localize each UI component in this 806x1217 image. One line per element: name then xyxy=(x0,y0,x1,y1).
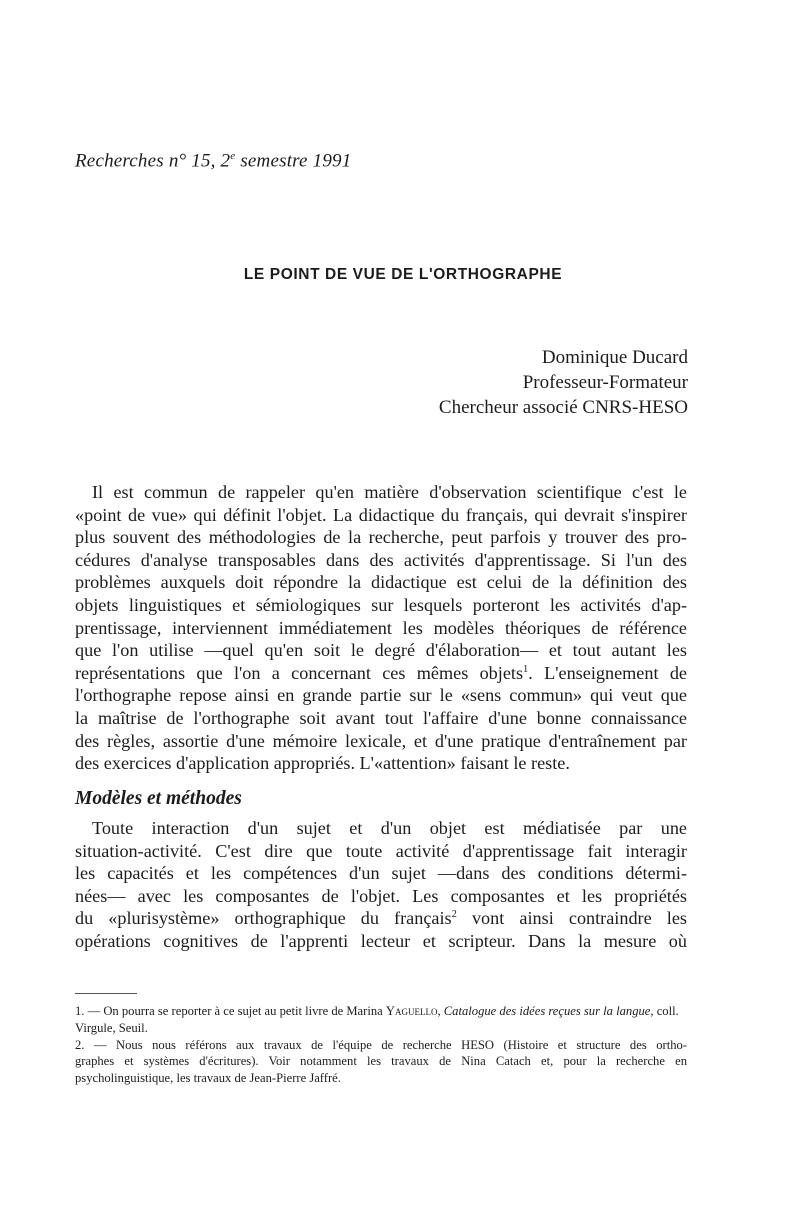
footnote-ref-2[interactable]: 2 xyxy=(451,909,457,921)
footnote-1-publisher: , coll. Virgule, Seuil. xyxy=(75,1004,679,1035)
text-line: Toute interaction d'un sujet et d'un objet est médiatisée par une xyxy=(92,818,687,838)
footnote-1-author: Yaguello xyxy=(385,1004,438,1018)
footnote-divider xyxy=(75,993,137,994)
journal-superscript: e xyxy=(230,150,236,162)
text-fragment: . L'enseignement de xyxy=(528,662,687,683)
footnotes xyxy=(75,1003,687,1087)
text-line: situation-activité. C'est dire que toute activité d'apprentissage fait interagir xyxy=(75,840,687,861)
article-title: LE POINT DE VUE DE L'ORTHOGRAPHE xyxy=(243,266,563,283)
text-line: problèmes auxquels doit répondre la didactique est celui de la définition des xyxy=(75,572,687,593)
text-line: «point de vue» qui définit l'objet. La didactique du français, qui devrait s'inspirer xyxy=(75,504,687,525)
text-fragment: du «plurisystème» orthographique du français xyxy=(75,908,452,929)
footnote-2 xyxy=(75,1037,687,1087)
text-line: l'orthographe repose ainsi en grande partie sur le «sens commun» qui veut que xyxy=(75,685,687,706)
text-line: opérations cognitives de l'apprenti lecteur et scripteur. Dans la mesure où xyxy=(75,930,687,951)
text-line: des règles, assortie d'une mémoire lexicale, et d'une pratique d'entraînement par xyxy=(75,730,687,751)
footnote-1-book-title: Catalogue des idées reçues sur la langue xyxy=(443,1004,651,1018)
text-fragment: représentations que l'on a concernant ces mêmes objets xyxy=(75,662,524,683)
footnote-2-line: psycholinguistique, les travaux de Jean-Pierre Jaffré. xyxy=(75,1071,341,1086)
text-line-with-footnote xyxy=(75,662,687,685)
text-line: la maîtrise de l'orthographe soit avant tout l'affaire d'une bonne connaissance xyxy=(75,707,687,728)
footnote-1-comma: , xyxy=(437,1004,444,1018)
paragraph-models xyxy=(75,817,687,953)
text-line: des exercices d'application appropriés. L'«attention» faisant le reste. xyxy=(75,753,570,774)
author-affiliation: Chercheur associé CNRS-HESO xyxy=(438,397,688,418)
journal-semester: semestre 1991 xyxy=(240,150,352,172)
text-line: nées— avec les composantes de l'objet. Les composantes et les propriétés xyxy=(75,885,687,906)
text-line-with-footnote xyxy=(75,907,687,930)
text-line: Il est commun de rappeler qu'en matière d'observation scientifique c'est le xyxy=(92,482,687,502)
text-line: prentissage, interviennent immédiatement les modèles théoriques de référence xyxy=(75,617,687,638)
journal-number: n° 15, 2 xyxy=(168,150,231,172)
text-line: que l'on utilise —quel qu'en soit le degré d'élaboration— et tout autant les xyxy=(75,640,687,661)
section-heading: Modèles et méthodes xyxy=(75,788,242,809)
text-line: plus souvent des méthodologies de la recherche, peut parfois y trouver des pro- xyxy=(75,527,687,548)
text-line: les capacités et les compétences d'un sujet —dans des conditions détermi- xyxy=(75,863,687,884)
author-name: Dominique Ducard xyxy=(541,347,688,368)
journal-name: Recherches xyxy=(75,150,164,172)
text-line: objets linguistiques et sémiologiques sur lesquels porteront les activités d'ap- xyxy=(75,594,687,615)
footnote-2-line: graphes et systèmes d'écritures). Voir notamment les travaux de Nina Catach et, pour la recherche en xyxy=(75,1054,687,1069)
footnote-1-text: 1. — On pourra se reporter à ce sujet au petit livre de Marina xyxy=(75,1004,386,1018)
footnote-ref-1[interactable]: 1 xyxy=(523,663,529,675)
text-fragment: vont ainsi contraindre les xyxy=(456,908,687,929)
author-role: Professeur-Formateur xyxy=(522,372,688,393)
paragraph-intro xyxy=(75,481,687,775)
journal-reference xyxy=(75,150,351,172)
footnote-1 xyxy=(75,1003,687,1037)
text-line: cédures d'analyse transposables dans des activités d'apprentissage. Si l'un des xyxy=(75,549,687,570)
footnote-2-line: 2. — Nous nous référons aux travaux de l'équipe de recherche HESO (Histoire et structure des ortho- xyxy=(75,1037,687,1052)
author-block xyxy=(439,345,688,420)
